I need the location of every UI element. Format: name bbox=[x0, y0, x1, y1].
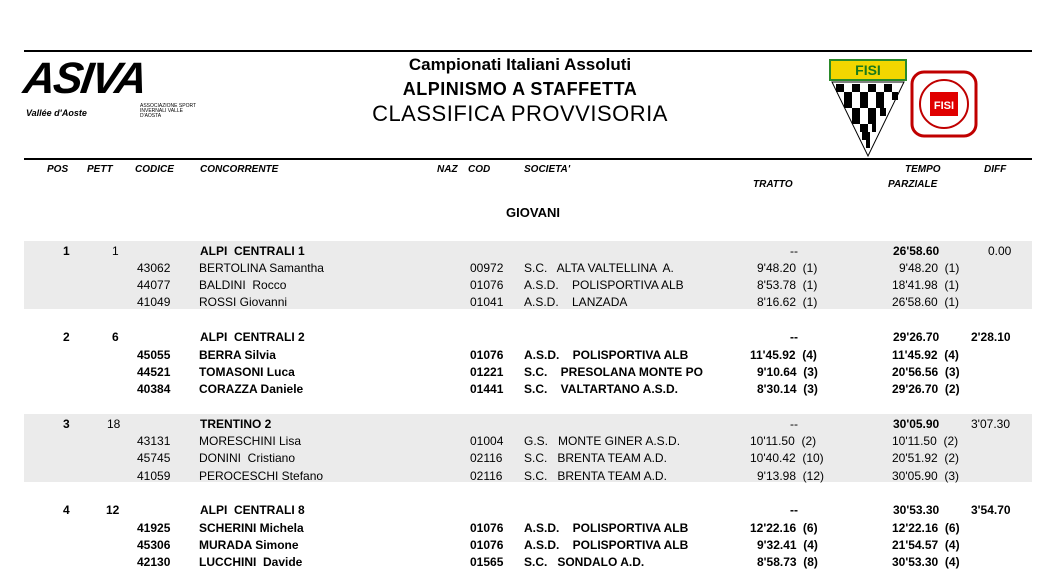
member-tratto: 9'10.64 (3) bbox=[757, 365, 818, 379]
member-societa: A.S.D. POLISPORTIVA ALB bbox=[524, 538, 689, 552]
member-parziale: 9'48.20 (1) bbox=[899, 261, 960, 275]
member-cod: 01076 bbox=[470, 278, 504, 292]
team-name: ALPI CENTRALI 8 bbox=[200, 503, 305, 517]
team-tratto: -- bbox=[790, 330, 798, 344]
member-codice: 40384 bbox=[137, 382, 171, 396]
member-parziale: 18'41.98 (1) bbox=[892, 278, 960, 292]
member-codice: 45306 bbox=[137, 538, 171, 552]
title-line-3: CLASSIFICA PROVVISORIA bbox=[372, 101, 668, 126]
col-pos: POS bbox=[47, 164, 69, 175]
member-codice: 41059 bbox=[137, 469, 171, 483]
member-cod: 00972 bbox=[470, 261, 504, 275]
member-parziale: 10'11.50 (2) bbox=[892, 434, 959, 448]
member-parziale: 12'22.16 (6) bbox=[892, 521, 960, 535]
member-societa: A.S.D. POLISPORTIVA ALB bbox=[524, 278, 684, 292]
member-codice: 41925 bbox=[137, 521, 171, 535]
member-cod: 01041 bbox=[470, 295, 504, 309]
member-tratto: 9'48.20 (1) bbox=[757, 261, 818, 275]
member-tratto: 8'53.78 (1) bbox=[757, 278, 818, 292]
col-pett: PETT bbox=[87, 164, 113, 175]
member-societa: S.C. BRENTA TEAM A.D. bbox=[524, 451, 667, 465]
team-pos: 2 bbox=[63, 330, 70, 344]
member-tratto: 9'32.41 (4) bbox=[757, 538, 818, 552]
member-societa: S.C. VALTARTANO A.S.D. bbox=[524, 382, 678, 396]
member-name: TOMASONI Luca bbox=[199, 365, 295, 379]
top-rule bbox=[24, 50, 1032, 52]
header-rule bbox=[24, 158, 1032, 160]
member-tratto: 10'11.50 (2) bbox=[750, 434, 817, 448]
member-codice: 45055 bbox=[137, 348, 171, 362]
member-name: PEROCESCHI Stefano bbox=[199, 469, 324, 483]
team-name: ALPI CENTRALI 1 bbox=[200, 244, 305, 258]
member-cod: 01076 bbox=[470, 348, 504, 362]
category-title: GIOVANI bbox=[506, 205, 560, 220]
team-pos: 1 bbox=[63, 244, 70, 258]
team-pett: 18 bbox=[107, 417, 121, 431]
team-pett: 6 bbox=[112, 330, 119, 344]
team-tratto: -- bbox=[790, 244, 798, 258]
member-tratto: 9'13.98 (12) bbox=[757, 469, 825, 483]
member-codice: 44521 bbox=[137, 365, 171, 379]
member-parziale: 20'56.56 (3) bbox=[892, 365, 960, 379]
col-naz: NAZ bbox=[437, 164, 458, 175]
member-societa: A.S.D. LANZADA bbox=[524, 295, 628, 309]
team-diff: 3'54.70 bbox=[971, 503, 1011, 517]
member-tratto: 11'45.92 (4) bbox=[750, 348, 817, 362]
member-parziale: 26'58.60 (1) bbox=[892, 295, 960, 309]
col-concorrente: CONCORRENTE bbox=[200, 164, 279, 175]
team-diff: 2'28.10 bbox=[971, 330, 1011, 344]
team-pett: 12 bbox=[106, 503, 120, 517]
member-name: BERTOLINA Samantha bbox=[199, 261, 324, 275]
member-codice: 43062 bbox=[137, 261, 171, 275]
member-parziale: 20'51.92 (2) bbox=[892, 451, 960, 465]
member-cod: 02116 bbox=[470, 451, 503, 465]
title-line-1: Campionati Italiani Assoluti bbox=[408, 55, 632, 74]
member-name: LUCCHINI Davide bbox=[199, 555, 303, 569]
member-name: MURADA Simone bbox=[199, 538, 299, 552]
member-codice: 41049 bbox=[137, 295, 171, 309]
member-cod: 01221 bbox=[470, 365, 504, 379]
team-pos: 4 bbox=[63, 503, 70, 517]
col-diff: DIFF bbox=[984, 164, 1007, 175]
asiva-logo bbox=[20, 54, 196, 150]
member-tratto: 10'40.42 (10) bbox=[750, 451, 824, 465]
col-cod: COD bbox=[468, 164, 491, 175]
member-cod: 01004 bbox=[470, 434, 504, 448]
asiva-logo-text: ASIVA bbox=[20, 54, 149, 103]
team-tempo: 26'58.60 bbox=[893, 244, 940, 258]
member-codice: 43131 bbox=[137, 434, 171, 448]
team-name: TRENTINO 2 bbox=[200, 417, 272, 431]
fisi-flag-text: FISI bbox=[855, 62, 881, 78]
member-name: BALDINI Rocco bbox=[199, 278, 287, 292]
member-parziale: 30'53.30 (4) bbox=[892, 555, 960, 569]
seal-text: FISI bbox=[933, 100, 955, 112]
team-pos: 3 bbox=[63, 417, 70, 431]
team-diff: 3'07.30 bbox=[971, 417, 1010, 431]
team-name: ALPI CENTRALI 2 bbox=[200, 330, 305, 344]
member-codice: 45745 bbox=[137, 451, 171, 465]
team-tempo: 30'05.90 bbox=[893, 417, 940, 431]
title-line-2: ALPINISMO A STAFFETTA bbox=[402, 79, 638, 99]
member-name: CORAZZA Daniele bbox=[199, 382, 304, 396]
member-name: DONINI Cristiano bbox=[199, 451, 296, 465]
team-diff: 0.00 bbox=[988, 244, 1012, 258]
member-cod: 01565 bbox=[470, 555, 504, 569]
member-societa: A.S.D. POLISPORTIVA ALB bbox=[524, 521, 689, 535]
member-tratto: 12'22.16 (6) bbox=[750, 521, 818, 535]
col-parziale: PARZIALE bbox=[888, 179, 938, 190]
member-cod: 02116 bbox=[470, 469, 503, 483]
member-societa: S.C. PRESOLANA MONTE PO bbox=[524, 365, 703, 379]
member-societa: S.C. ALTA VALTELLINA A. bbox=[524, 261, 674, 275]
member-cod: 01076 bbox=[470, 538, 504, 552]
team-tratto: -- bbox=[790, 417, 798, 431]
team-pett: 1 bbox=[112, 244, 119, 258]
member-name: MORESCHINI Lisa bbox=[199, 434, 302, 448]
col-codice: CODICE bbox=[135, 164, 174, 175]
col-tempo: TEMPO bbox=[905, 164, 941, 175]
member-societa: S.C. SONDALO A.D. bbox=[524, 555, 645, 569]
member-name: ROSSI Giovanni bbox=[199, 295, 288, 309]
member-societa: S.C. BRENTA TEAM A.D. bbox=[524, 469, 667, 483]
team-tempo: 29'26.70 bbox=[893, 330, 940, 344]
member-cod: 01076 bbox=[470, 521, 504, 535]
member-cod: 01441 bbox=[470, 382, 504, 396]
fisi-flag-logo bbox=[828, 58, 908, 158]
member-tratto: 8'58.73 (8) bbox=[757, 555, 818, 569]
asiva-logo-assoc: ASSOCIAZIONE SPORT INVERNALI VALLE D'AOSTA bbox=[140, 103, 196, 119]
member-societa: A.S.D. POLISPORTIVA ALB bbox=[524, 348, 689, 362]
col-societa: SOCIETA' bbox=[524, 164, 571, 175]
member-parziale: 21'54.57 (4) bbox=[892, 538, 960, 552]
member-name: SCHERINI Michela bbox=[199, 521, 304, 535]
member-codice: 42130 bbox=[137, 555, 171, 569]
member-tratto: 8'16.62 (1) bbox=[757, 295, 818, 309]
col-tratto: TRATTO bbox=[753, 179, 793, 190]
member-parziale: 29'26.70 (2) bbox=[892, 382, 960, 396]
team-tratto: -- bbox=[790, 503, 798, 517]
asiva-logo-subtitle: Vallée d'Aoste bbox=[26, 108, 87, 118]
member-parziale: 11'45.92 (4) bbox=[892, 348, 959, 362]
member-societa: G.S. MONTE GINER A.S.D. bbox=[524, 434, 681, 448]
team-tempo: 30'53.30 bbox=[893, 503, 940, 517]
member-tratto: 8'30.14 (3) bbox=[757, 382, 818, 396]
member-name: BERRA Silvia bbox=[199, 348, 276, 362]
fisi-seal-logo bbox=[910, 70, 978, 138]
member-codice: 44077 bbox=[137, 278, 171, 292]
member-parziale: 30'05.90 (3) bbox=[892, 469, 960, 483]
